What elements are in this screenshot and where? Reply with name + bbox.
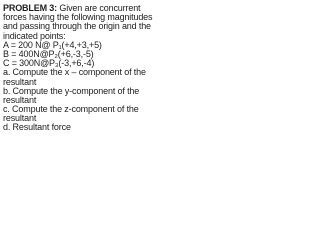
force-c-line: C = 300N@P₃(-3,+6,-4) — [3, 58, 95, 69]
question-b-continuation: resultant — [3, 94, 37, 105]
problem-line: indicated points: — [3, 30, 66, 41]
question-c-line: c. Compute the z-component of the — [3, 104, 139, 115]
problem-intro: Given are concurrent — [57, 3, 141, 13]
problem-label: PROBLEM 3: — [3, 3, 58, 13]
question-c-continuation: resultant — [3, 113, 37, 124]
question-d-line: d. Resultant force — [3, 122, 71, 133]
question-a-continuation: resultant — [3, 76, 37, 87]
question-a-line: a. Compute the x – component of the — [3, 67, 146, 78]
force-b-line: B = 400N@P₂(+6,-3,-5) — [3, 48, 94, 59]
problem-page — [0, 0, 200, 171]
question-b-line: b. Compute the y-component of the — [3, 85, 140, 96]
problem-text — [3, 4, 199, 133]
force-a-line: A = 200 N@ P₁(+4,+3,+5) — [3, 39, 102, 50]
problem-line: and passing through the origin and the — [3, 21, 151, 32]
problem-line: forces having the following magnitudes — [3, 12, 153, 23]
